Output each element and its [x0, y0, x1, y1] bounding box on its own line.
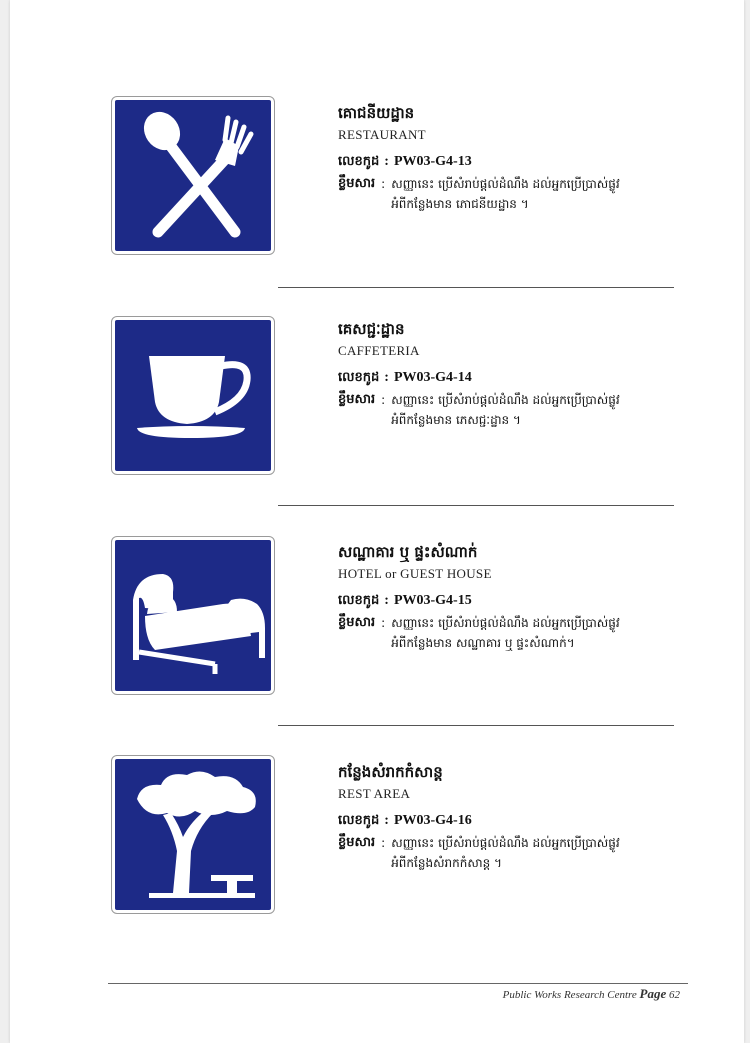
entry-title-kh: សណ្ឋាគារ ឬ ផ្ទះសំណាក់ — [338, 543, 478, 561]
colon: : — [381, 393, 386, 407]
rest-area-sign — [111, 755, 275, 914]
colon: : — [384, 813, 389, 828]
code-row — [338, 811, 698, 831]
fork-spoon-icon — [115, 100, 271, 251]
colon: : — [381, 177, 386, 191]
meaning-text — [391, 833, 691, 873]
hotel-entry — [338, 541, 698, 653]
colon: : — [381, 616, 386, 630]
meaning-label: ខ្លឹមសារ — [338, 176, 376, 191]
sign-code: PW03-G4-15 — [393, 593, 472, 608]
code-label: លេខកូដ — [338, 370, 380, 385]
meaning-line-1: សញ្ញានេះ ប្រើសំរាប់ផ្ដល់ដំណឹង ដល់អ្នកប្រើប្រាស់ផ្លូវ — [391, 393, 620, 407]
cafeteria-sign — [111, 316, 275, 475]
code-row — [338, 368, 698, 388]
footer-org: Public Works Research Centre — [502, 989, 637, 1001]
meaning-text — [391, 390, 691, 430]
entry-title-en: RESTAURANT — [338, 127, 426, 142]
meaning-line-1: សញ្ញានេះ ប្រើសំរាប់ផ្ដល់ដំណឹង ដល់អ្នកប្រើប្រាស់ផ្លូវ — [391, 177, 620, 191]
footer-page-number: 62 — [669, 989, 680, 1001]
restaurant-entry — [338, 102, 698, 214]
meaning-line-1: សញ្ញានេះ ប្រើសំរាប់ផ្ដល់ដំណឹង ដល់អ្នកប្រើប្រាស់ផ្លូវ — [391, 836, 620, 850]
restaurant-sign — [111, 96, 275, 255]
divider — [278, 287, 674, 288]
code-label: លេខកូដ — [338, 593, 380, 608]
divider — [278, 505, 674, 506]
code-label: លេខកូដ — [338, 154, 380, 169]
code-label: លេខកូដ — [338, 813, 380, 828]
page-footer — [503, 986, 680, 1002]
meaning-row — [338, 833, 698, 873]
colon: : — [381, 836, 386, 850]
cafeteria-entry — [338, 318, 698, 430]
code-row — [338, 591, 698, 611]
meaning-row — [338, 613, 698, 653]
meaning-text — [391, 174, 691, 214]
meaning-line-2: អំពីកន្លែងមាន ភោជនីយដ្ឋាន ។ — [391, 197, 529, 211]
meaning-line-1: សញ្ញានេះ ប្រើសំរាប់ផ្ដល់ដំណឹង ដល់អ្នកប្រើប្រាស់ផ្លូវ — [391, 616, 620, 630]
entry-title-en: REST AREA — [338, 786, 411, 801]
colon: : — [384, 154, 389, 169]
meaning-label: ខ្លឹមសារ — [338, 835, 376, 850]
meaning-line-2: អំពីកន្លែងមាន សណ្ឋាគារ ឬ ផ្ទះសំណាក់។ — [391, 636, 575, 650]
meaning-text — [391, 613, 691, 653]
meaning-line-2: អំពីកន្លែងមាន ភេសជ្ជៈដ្ឋាន ។ — [391, 413, 521, 427]
code-row — [338, 152, 698, 172]
entry-title-kh: គេសជ្ជៈដ្ឋាន — [338, 320, 405, 338]
entry-title-en: HOTEL or GUEST HOUSE — [338, 566, 492, 581]
bed-icon — [115, 540, 271, 691]
colon: : — [384, 593, 389, 608]
meaning-label: ខ្លឹមសារ — [338, 615, 376, 630]
hotel-sign — [111, 536, 275, 695]
tree-bench-icon — [115, 759, 271, 910]
footer-divider — [108, 983, 688, 984]
coffee-cup-icon — [115, 320, 271, 471]
divider — [278, 725, 674, 726]
entry-title-en: CAFFETERIA — [338, 343, 420, 358]
entry-title-kh: កន្លែងសំរាកកំសាន្ត — [338, 763, 443, 781]
sign-code: PW03-G4-13 — [393, 154, 472, 169]
entry-title-kh: គោជនីយដ្ឋាន — [338, 104, 415, 122]
footer-page-label: Page — [639, 986, 667, 1001]
rest-area-entry — [338, 761, 698, 873]
meaning-row — [338, 390, 698, 430]
colon: : — [384, 370, 389, 385]
meaning-label: ខ្លឹមសារ — [338, 392, 376, 407]
meaning-line-2: អំពីកន្លែងសំរាកកំសាន្ត ។ — [391, 856, 502, 870]
meaning-row — [338, 174, 698, 214]
sign-code: PW03-G4-16 — [393, 813, 472, 828]
sign-code: PW03-G4-14 — [393, 370, 472, 385]
